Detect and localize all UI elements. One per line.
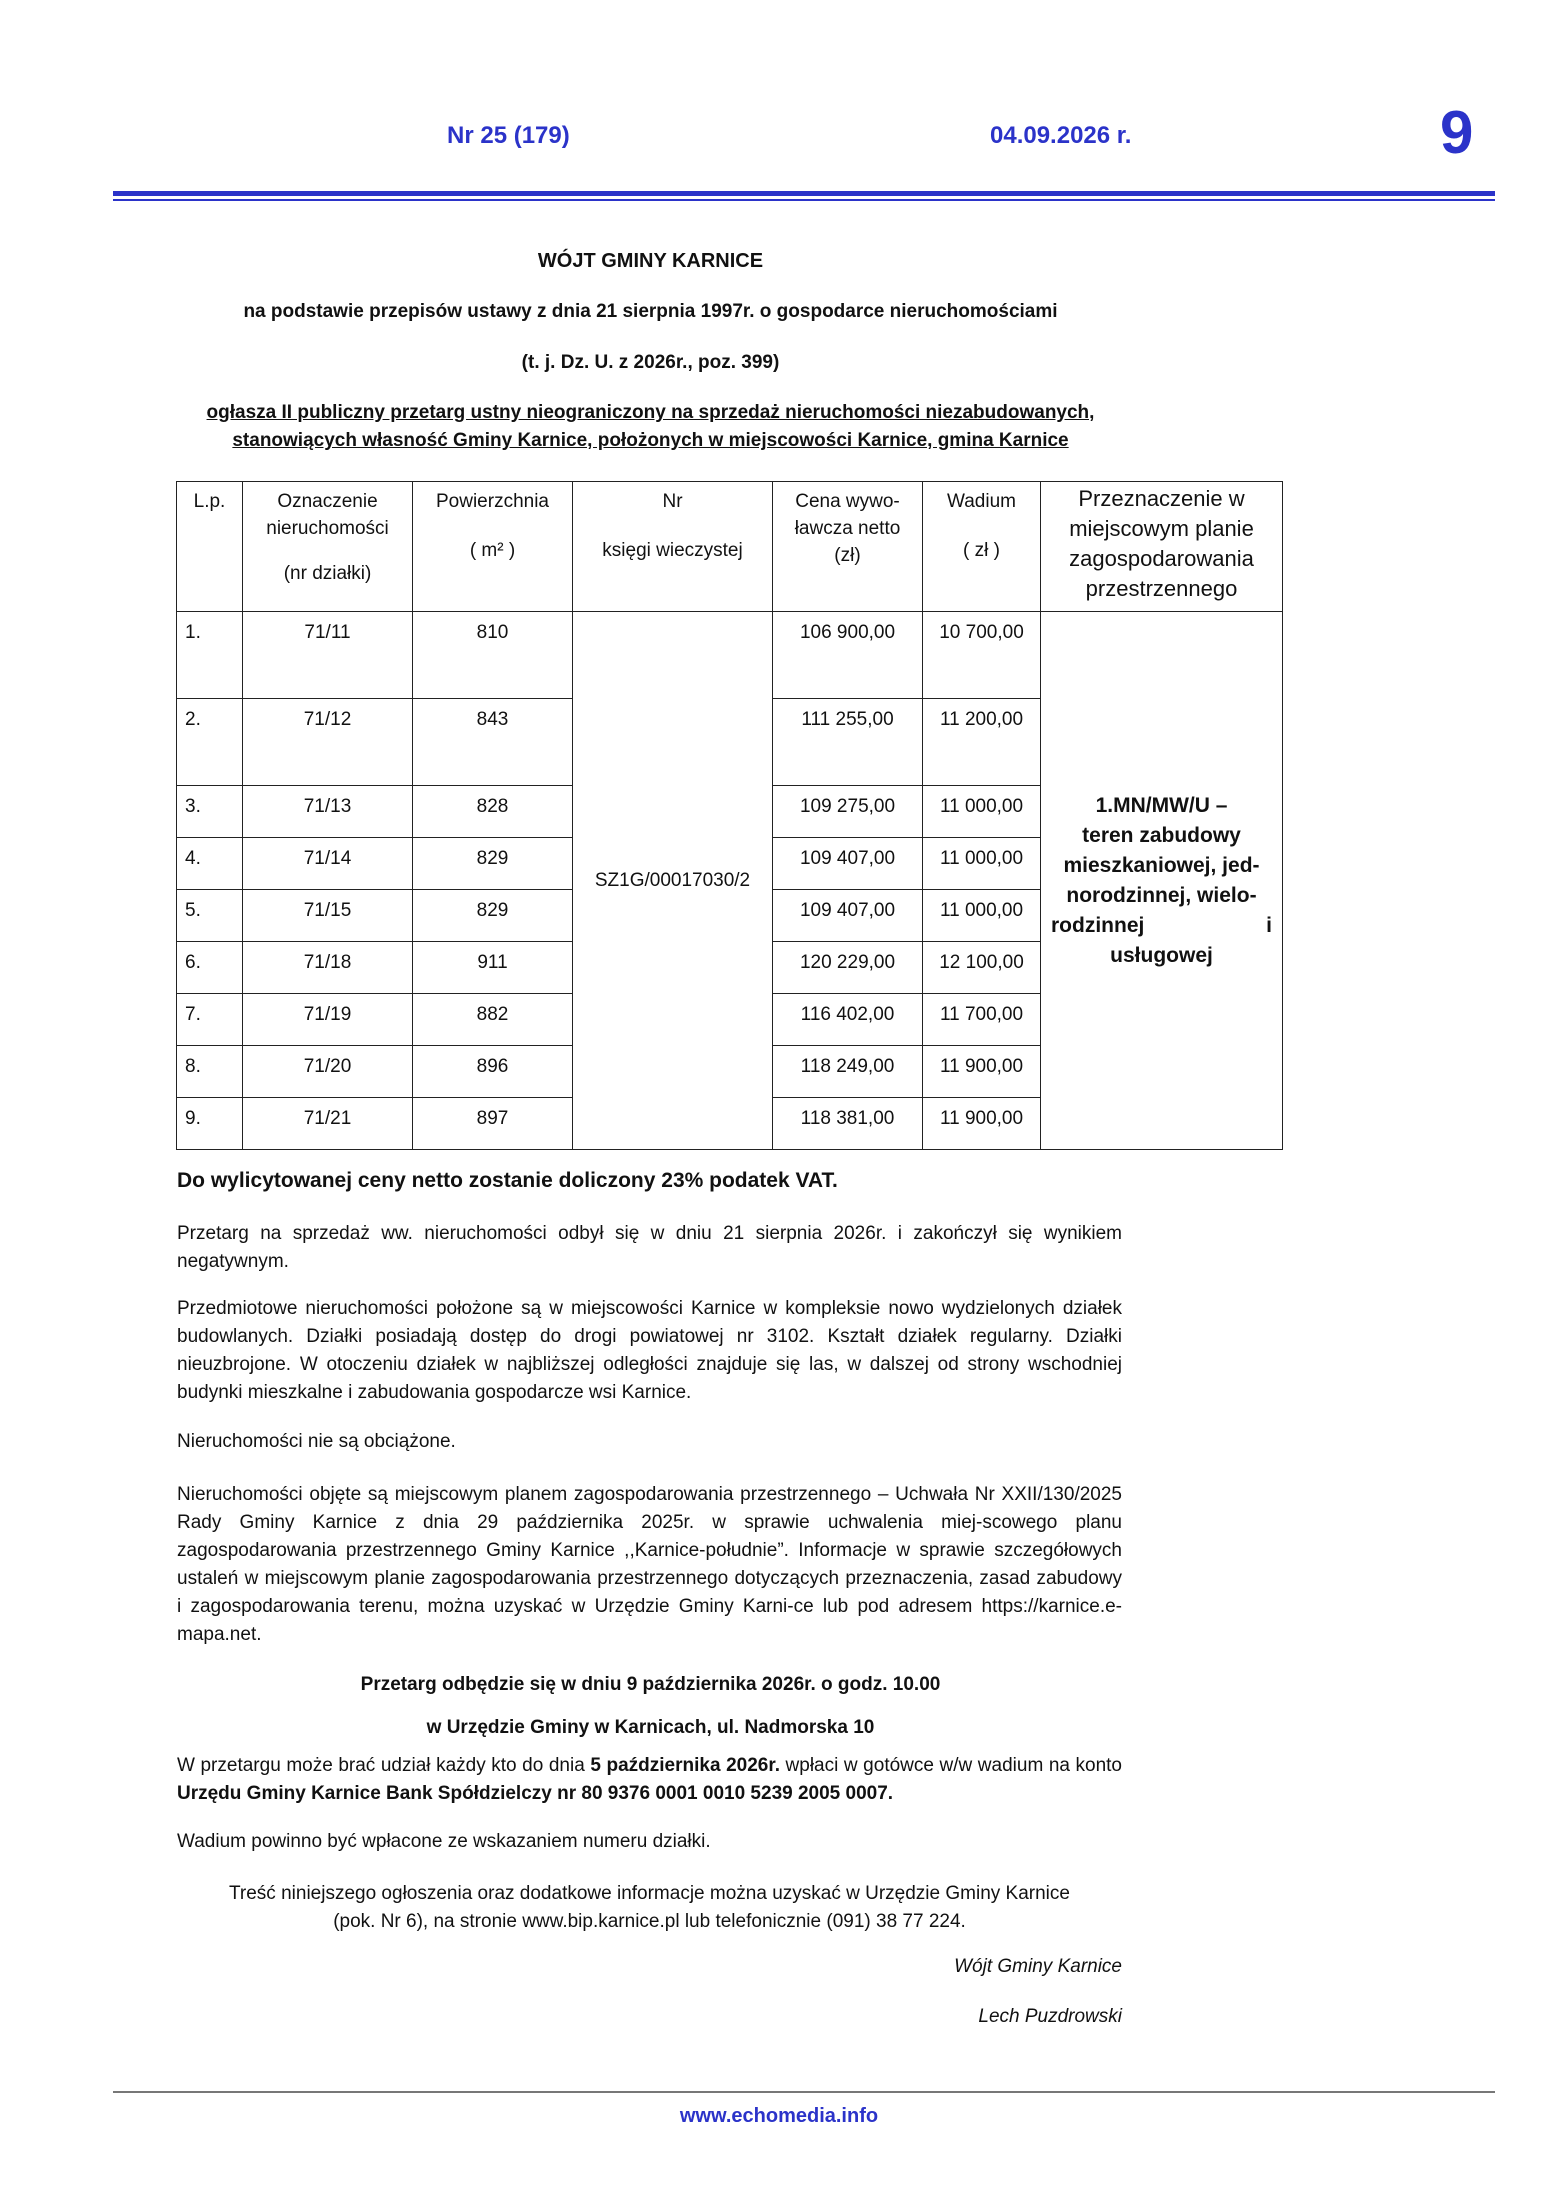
- row-wadium: 11 000,00: [923, 786, 1041, 838]
- row-lp: 7.: [177, 994, 243, 1046]
- row-powierzchnia: 897: [413, 1098, 573, 1150]
- row-dzialka: 71/18: [243, 942, 413, 994]
- paragraph-previous-tender: Przetarg na sprzedaż ww. nieruchomości odbył się w dniu 21 sierpnia 2026r. i zakończył się wynikiem negatywnym.: [177, 1223, 1122, 1272]
- row-cena: 106 900,00: [773, 612, 923, 699]
- footer-rule: [113, 2091, 1495, 2093]
- row-powierzchnia: 882: [413, 994, 573, 1046]
- header-rule-thin: [113, 199, 1495, 201]
- row-cena: 118 249,00: [773, 1046, 923, 1098]
- row-wadium: 12 100,00: [923, 942, 1041, 994]
- paragraph-deposit: W przetargu może brać udział każdy kto do dnia 5 października 2026r. wpłaci w gotówce w/w wadium na konto Urzędu Gminy Karnice Bank Spółdzielczy nr 80 9376 0001 0010 5239 2005 0007.: [177, 1755, 1123, 1804]
- row-lp: 9.: [177, 1098, 243, 1150]
- header-oznaczenie: Oznaczenie nieruchomości (nr działki): [243, 482, 413, 612]
- table-row: [177, 612, 1283, 699]
- row-lp: 4.: [177, 838, 243, 890]
- announcement-legal-basis: na podstawie przepisów ustawy z dnia 21 sierpnia 1997r. o gospodarce nieruchomościami: [243, 301, 1058, 322]
- row-dzialka: 71/12: [243, 699, 413, 786]
- issue-number: Nr 25 (179): [447, 122, 570, 149]
- header-lp: L.p.: [177, 482, 243, 612]
- row-cena: 120 229,00: [773, 942, 923, 994]
- row-lp: 6.: [177, 942, 243, 994]
- page-number: 9: [1440, 99, 1474, 166]
- row-lp: 2.: [177, 699, 243, 786]
- row-cena: 109 407,00: [773, 838, 923, 890]
- header-kw: Nr księgi wieczystej: [573, 482, 773, 612]
- row-lp: 1.: [177, 612, 243, 699]
- footer-website: www.echomedia.info: [679, 2105, 879, 2127]
- header-powierzchnia: Powierzchnia ( m² ): [413, 482, 573, 612]
- announcement-title: WÓJT GMINY KARNICE: [537, 250, 764, 272]
- paragraph-deposit-note: Wadium powinno być wpłacone ze wskazaniem numeru działki.: [177, 1831, 711, 1852]
- announcement-tender-line1: ogłasza II publiczny przetarg ustny nieograniczony na sprzedaż nieruchomości niezabudowanych,: [206, 402, 1095, 423]
- row-powierzchnia: 828: [413, 786, 573, 838]
- row-powierzchnia: 896: [413, 1046, 573, 1098]
- row-lp: 5.: [177, 890, 243, 942]
- kw-number: SZ1G/00017030/2: [573, 612, 773, 1150]
- announcement-journal-ref: (t. j. Dz. U. z 2026r., poz. 399): [521, 352, 780, 373]
- row-wadium: 10 700,00: [923, 612, 1041, 699]
- row-cena: 111 255,00: [773, 699, 923, 786]
- row-dzialka: 71/13: [243, 786, 413, 838]
- row-lp: 8.: [177, 1046, 243, 1098]
- row-cena: 109 275,00: [773, 786, 923, 838]
- row-wadium: 11 200,00: [923, 699, 1041, 786]
- paragraph-encumbrance: Nieruchomości nie są obciążone.: [177, 1431, 456, 1452]
- row-powierzchnia: 843: [413, 699, 573, 786]
- zone-designation: 1.MN/MW/U – teren zabudowy mieszkaniowej, jed- norodzinnej, wielo- rodzinnej i usługowej: [1041, 612, 1283, 1150]
- header-rule: [113, 191, 1495, 196]
- header-cena: Cena wywo- ławcza netto (zł): [773, 482, 923, 612]
- row-dzialka: 71/14: [243, 838, 413, 890]
- row-dzialka: 71/19: [243, 994, 413, 1046]
- row-dzialka: 71/21: [243, 1098, 413, 1150]
- row-wadium: 11 900,00: [923, 1098, 1041, 1150]
- header-wadium: Wadium ( zł ): [923, 482, 1041, 612]
- issue-date: 04.09.2026 r.: [990, 122, 1132, 149]
- paragraph-location: Przedmiotowe nieruchomości położone są w miejscowości Karnice w kompleksie nowo wydzielonych działek budowlanych. Działki posiadają dostęp do drogi powiatowej nr 3102. Kształt działek regularny. Działki nieuzbrojone. W otoczeniu działek w najbliższej odległości znajduje się las, w dalszej od strony wschodniej budynki mieszkalne i zabudowania gospodarcze wsi Karnice.: [177, 1298, 1122, 1403]
- row-powierzchnia: 829: [413, 890, 573, 942]
- row-cena: 118 381,00: [773, 1098, 923, 1150]
- vat-note: Do wylicytowanej ceny netto zostanie doliczony 23% podatek VAT.: [177, 1169, 838, 1192]
- row-cena: 109 407,00: [773, 890, 923, 942]
- paragraph-contact: Treść niniejszego ogłoszenia oraz dodatkowe informacje można uzyskać w Urzędzie Gminy Karnice (pok. Nr 6), na stronie www.bip.karnice.pl lub telefonicznie (091) 38 77 224.: [229, 1883, 1070, 1932]
- row-wadium: 11 900,00: [923, 1046, 1041, 1098]
- paragraph-zoning-plan: Nieruchomości objęte są miejscowym planem zagospodarowania przestrzennego – Uchwała Nr XXII/130/2025 Rady Gminy Karnice z dnia 29 października 2025r. w sprawie uchwalenia miej-scowego planu zagospodarowania przestrzennego Gminy Karnice ,,Karnice-południe”. Informacje w sprawie szczegółowych ustaleń w miejscowym planie zagospodarowania przestrzennego dotyczących przeznaczenia, zasad zabudowy i zagospodarowania terenu, można uzyskać w Urzędzie Gminy Karni-ce lub pod adresem https://karnice.e-mapa.net.: [177, 1484, 1122, 1645]
- row-powierzchnia: 810: [413, 612, 573, 699]
- row-dzialka: 71/20: [243, 1046, 413, 1098]
- row-wadium: 11 700,00: [923, 994, 1041, 1046]
- row-dzialka: 71/11: [243, 612, 413, 699]
- table-header-row: [177, 482, 1283, 612]
- row-wadium: 11 000,00: [923, 890, 1041, 942]
- signature-name: Lech Puzdrowski: [978, 2006, 1122, 2027]
- signature-role: Wójt Gminy Karnice: [954, 1956, 1122, 1977]
- tender-date: Przetarg odbędzie się w dniu 9 października 2026r. o godz. 10.00: [360, 1674, 941, 1695]
- row-lp: 3.: [177, 786, 243, 838]
- announcement-tender-line2: stanowiących własność Gminy Karnice, położonych w miejscowości Karnice, gmina Karnice: [232, 430, 1069, 451]
- tender-place: w Urzędzie Gminy w Karnicach, ul. Nadmorska 10: [426, 1717, 875, 1738]
- property-table: [176, 481, 1283, 1150]
- row-cena: 116 402,00: [773, 994, 923, 1046]
- row-dzialka: 71/15: [243, 890, 413, 942]
- row-powierzchnia: 911: [413, 942, 573, 994]
- row-wadium: 11 000,00: [923, 838, 1041, 890]
- row-powierzchnia: 829: [413, 838, 573, 890]
- header-przeznaczenie: Przeznaczenie w miejscowym planie zagospodarowania przestrzennego: [1041, 482, 1283, 612]
